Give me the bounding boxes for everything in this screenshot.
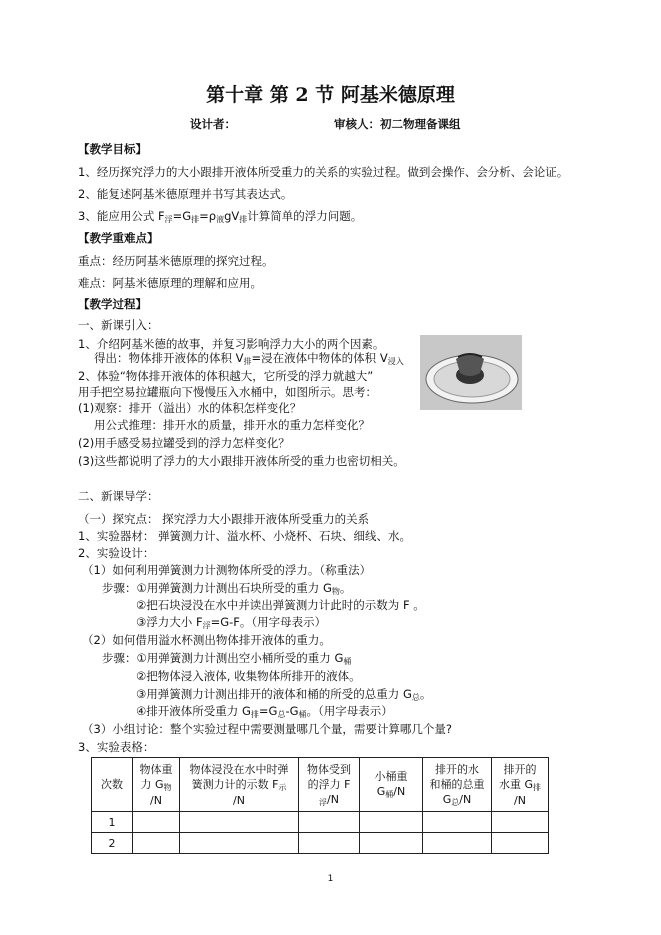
table-cell bbox=[360, 833, 423, 854]
guide-heading: 二、新课导学： bbox=[78, 489, 159, 503]
table-cell bbox=[360, 812, 423, 833]
key-focus: 重点：经历阿基米德原理的探究过程。 bbox=[78, 254, 274, 268]
table-cell bbox=[133, 833, 180, 854]
header-count: 次数 bbox=[92, 758, 133, 812]
row-number: 2 bbox=[92, 833, 133, 854]
table-cell bbox=[492, 812, 549, 833]
row-number: 1 bbox=[92, 812, 133, 833]
goal-2: 2、能复述阿基米德原理并书写其表达式。 bbox=[78, 187, 293, 201]
intro-line-5: (1)观察：排开（溢出）水的体积怎样变化？ bbox=[78, 401, 302, 415]
design: 2、实验设计： bbox=[78, 546, 155, 560]
question-3: （3）小组讨论：整个实验过程中需要测量哪几个量，需要计算哪几个量? bbox=[82, 722, 452, 736]
intro-line-4: 用手把空易拉罐瓶向下慢慢压入水桶中，如图所示。思考： bbox=[78, 385, 377, 399]
key-heading: 【教学重难点】 bbox=[78, 231, 159, 245]
intro-line-2: 得出：物体排开液体的体积 V排=浸在液体中物体的体积 V浸入 bbox=[94, 351, 404, 366]
header-total-weight: 排开的水 和桶的总重 G总/N bbox=[423, 758, 492, 812]
designer-label: 设计者： bbox=[190, 117, 236, 131]
key-difficulty: 难点：阿基米德原理的理解和应用。 bbox=[78, 276, 262, 290]
table-row bbox=[92, 812, 549, 833]
table-cell bbox=[423, 833, 492, 854]
step-1c: ③浮力大小 F浮=G-F。（用字母表示） bbox=[136, 615, 327, 630]
question-1: （1）如何利用弹簧测力计测物体所受的浮力。（称重法） bbox=[82, 563, 372, 577]
question-2: （2）如何借用溢水杯测出物体排开液体的重力。 bbox=[82, 633, 331, 647]
table-cell bbox=[133, 812, 180, 833]
equipment: 1、实验器材： 弹簧测力计、溢水杯、小烧杯、石块、细线、水。 bbox=[78, 529, 411, 543]
table-cell bbox=[299, 833, 360, 854]
step-1a: 步骤：①用弹簧测力计测出石块所受的重力 G物。 bbox=[102, 581, 352, 596]
intro-line-3: 2、体验“物体排开液体的体积越大，它所受的浮力就越大” bbox=[78, 369, 374, 383]
goal-1: 1、经历探究浮力的大小跟排开液体所受重力的关系的实验过程。做到会操作、会分析、会论证。 bbox=[78, 165, 569, 179]
step-1b: ②把石块浸没在水中并读出弹簧测力计此时的示数为 F 。 bbox=[136, 598, 425, 612]
table-cell bbox=[180, 812, 299, 833]
table-label: 3、实验表格： bbox=[78, 740, 155, 754]
goal-3: 3、能应用公式 F浮=G排=ρ液gV排计算简单的浮力问题。 bbox=[78, 209, 363, 224]
intro-line-1: 1、介绍阿基米德的故事，并复习影响浮力大小的两个因素。 bbox=[78, 337, 385, 351]
intro-line-7: (2)用手感受易拉罐受到的浮力怎样变化？ bbox=[78, 436, 290, 450]
intro-line-8: (3)这些都说明了浮力的大小跟排开液体所受的重力也密切相关。 bbox=[78, 454, 405, 468]
header-object-weight: 物体重 力 G物 /N bbox=[133, 758, 180, 812]
explore-point: （一）探究点： 探究浮力大小跟排开液体所受重力的关系 bbox=[78, 512, 370, 526]
intro-heading: 一、新课引入： bbox=[78, 318, 159, 332]
table-cell bbox=[180, 833, 299, 854]
table-cell bbox=[299, 812, 360, 833]
header-scale-reading: 物体浸没在水中时弹 簧测力计的示数 F示 /N bbox=[180, 758, 299, 812]
intro-line-6: 用公式推理：排开水的质量，排开水的重力怎样变化？ bbox=[94, 418, 370, 432]
page-title: 第十章 第 2 节 阿基米德原理 bbox=[206, 84, 455, 106]
header-bucket-weight: 小桶重 G桶/N bbox=[360, 758, 423, 812]
step-2c: ③用弹簧测力计测出排开的液体和桶的所受的总重力 G总。 bbox=[136, 687, 432, 702]
experiment-table bbox=[91, 757, 549, 854]
table-cell bbox=[423, 812, 492, 833]
process-heading: 【教学过程】 bbox=[78, 297, 147, 311]
step-2a: 步骤：①用弹簧测力计测出空小桶所受的重力 G桶 bbox=[102, 651, 352, 666]
header-buoyancy: 物体受到 的浮力 F 浮/N bbox=[299, 758, 360, 812]
table-cell bbox=[492, 833, 549, 854]
header-displaced-weight: 排开的 水重 G排 /N bbox=[492, 758, 549, 812]
bucket-photo bbox=[420, 335, 522, 410]
step-2b: ②把物体浸入液体, 收集物体所排开的液体。 bbox=[136, 669, 361, 683]
goals-heading: 【教学目标】 bbox=[78, 142, 147, 156]
table-header-row bbox=[92, 758, 549, 812]
page-number: 1 bbox=[327, 874, 334, 884]
table-row bbox=[92, 833, 549, 854]
reviewer-label: 审核人：初二物理备课组 bbox=[334, 117, 461, 131]
step-2d: ④排开液体所受重力 G排=G总-G桶。（用字母表示） bbox=[136, 704, 393, 719]
